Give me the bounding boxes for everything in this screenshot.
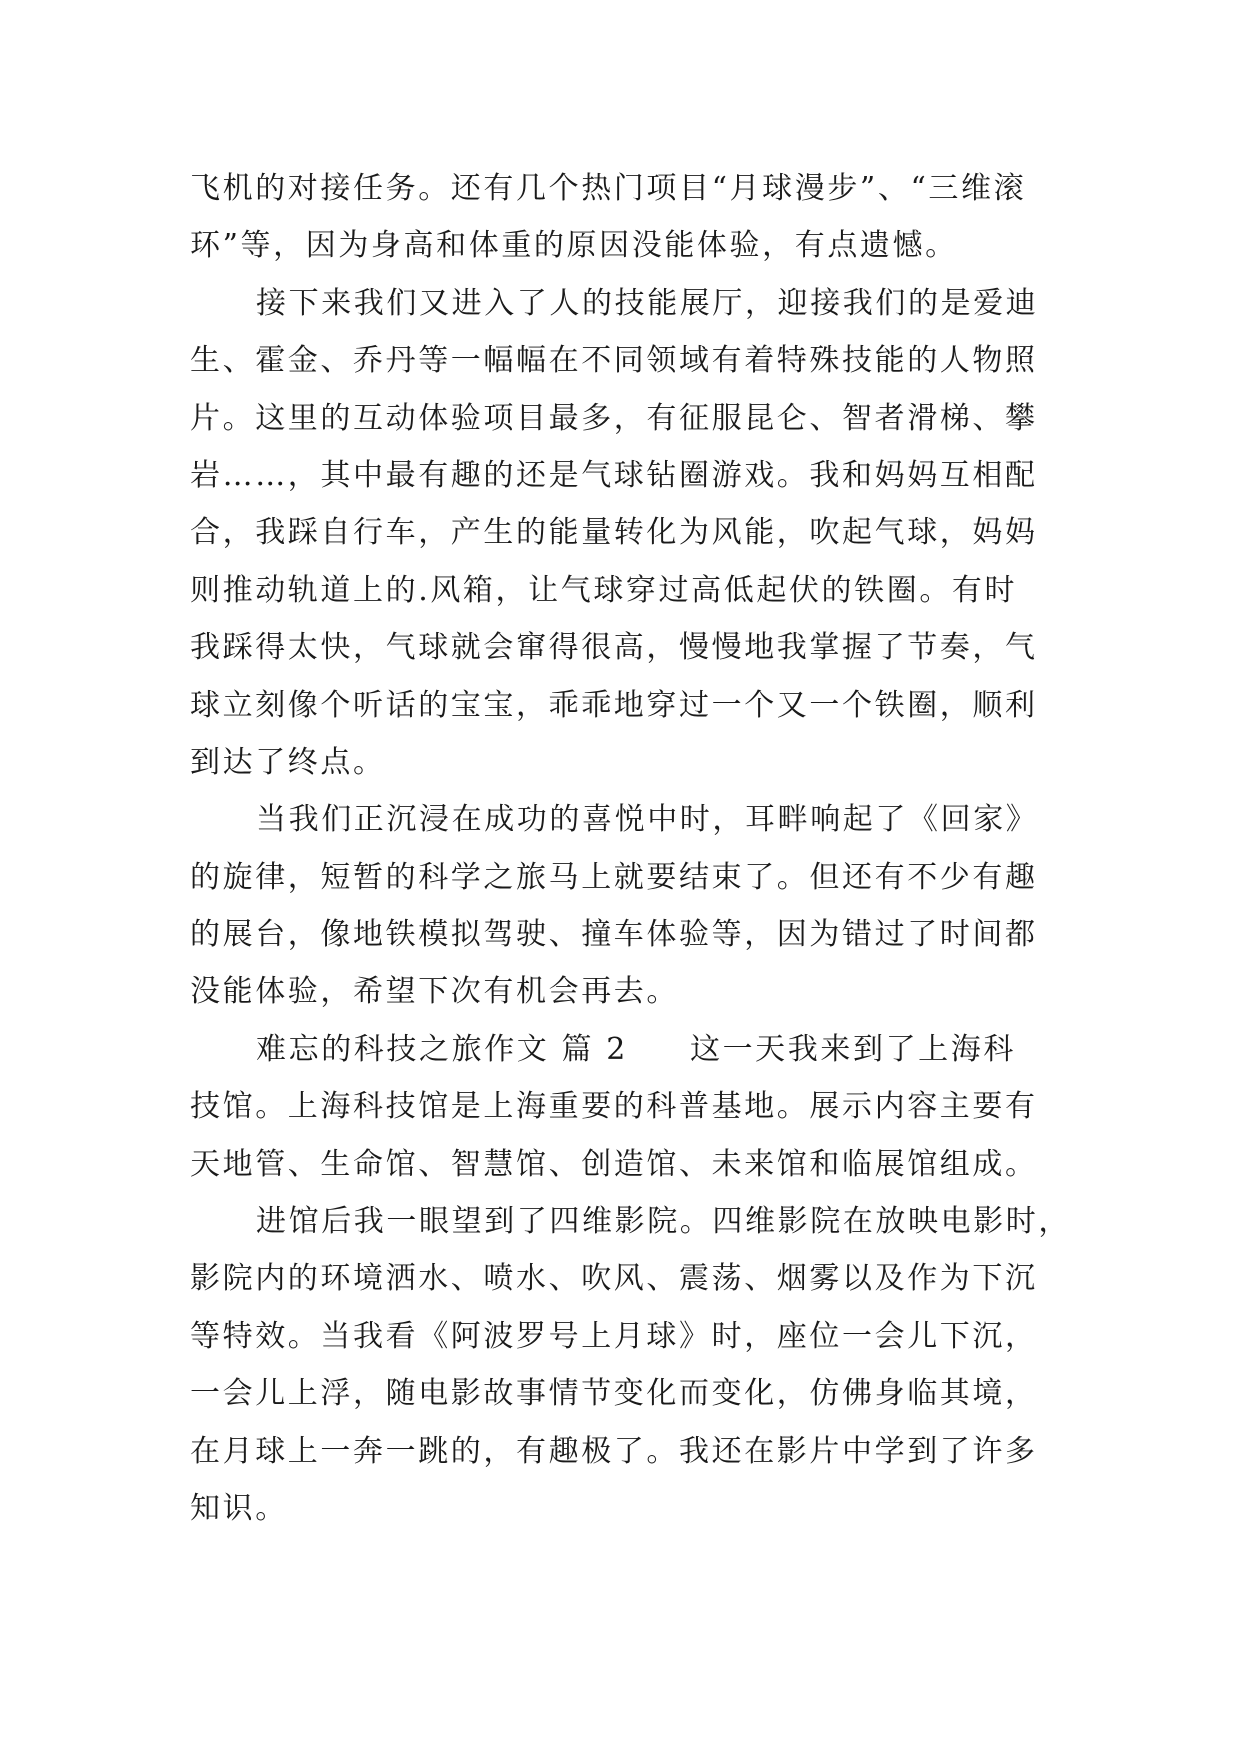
section-first-text: 这一天我来到了上海科 <box>689 1031 1016 1067</box>
text-line: 天地管、生命馆、智慧馆、创造馆、未来馆和临展馆组成。 <box>190 1146 1038 1182</box>
text-line: 岩……，其中最有趣的还是气球钻圈游戏。我和妈妈互相配 <box>190 457 1038 493</box>
text-line: 生、霍金、乔丹等一幅幅在不同领域有着特殊技能的人物照 <box>190 343 1038 379</box>
paragraph-start-line: 当我们正沉浸在成功的喜悦中时，耳畔响起了《回家》 <box>256 802 1039 838</box>
text-line: 在月球上一奔一跳的，有趣极了。我还在影片中学到了许多 <box>190 1433 1038 1469</box>
document-body <box>190 160 1071 1537</box>
section-heading: 难忘的科技之旅作文 篇 2 <box>256 1031 628 1067</box>
text-line: 一会儿上浮，随电影故事情节变化而变化，仿佛身临其境， <box>190 1376 1038 1412</box>
text-line: 到达了终点。 <box>190 744 386 780</box>
paragraph-start-line: 进馆后我一眼望到了四维影院。四维影院在放映电影时， <box>256 1204 1071 1240</box>
text-line: 等特效。当我看《阿波罗号上月球》时，座位一会儿下沉， <box>190 1318 1038 1354</box>
paragraph-start-line: 接下来我们又进入了人的技能展厅，迎接我们的是爱迪 <box>256 285 1039 321</box>
text-line: 影院内的环境洒水、喷水、吹风、震荡、烟雾以及作为下沉 <box>190 1261 1038 1297</box>
text-line: 飞机的对接任务。还有几个热门项目“月球漫步”、“三维滚 <box>190 171 1027 206</box>
text-line: 片。这里的互动体验项目最多，有征服昆仑、智者滑梯、攀 <box>190 400 1038 436</box>
text-line: 知识。 <box>190 1490 288 1526</box>
text-line: 环”等，因为身高和体重的原因没能体验，有点遗憾。 <box>190 228 958 264</box>
text-line: 的展台，像地铁模拟驾驶、撞车体验等，因为错过了时间都 <box>190 917 1038 953</box>
text-line: 合，我踩自行车，产生的能量转化为风能，吹起气球，妈妈 <box>190 515 1038 551</box>
text-line: 我踩得太快，气球就会窜得很高，慢慢地我掌握了节奏，气 <box>190 630 1038 666</box>
text-line: 技馆。上海科技馆是上海重要的科普基地。展示内容主要有 <box>190 1089 1038 1125</box>
text-line: 的旋律，短暂的科学之旅马上就要结束了。但还有不少有趣 <box>190 859 1038 895</box>
text-line: 没能体验，希望下次有机会再去。 <box>190 974 679 1010</box>
text-line: 则推动轨道上的.风箱，让气球穿过高低起伏的铁圈。有时 <box>190 572 1018 608</box>
text-line: 球立刻像个听话的宝宝，乖乖地穿过一个又一个铁圈，顺利 <box>190 687 1038 723</box>
section-heading-line <box>190 1021 1058 1078</box>
